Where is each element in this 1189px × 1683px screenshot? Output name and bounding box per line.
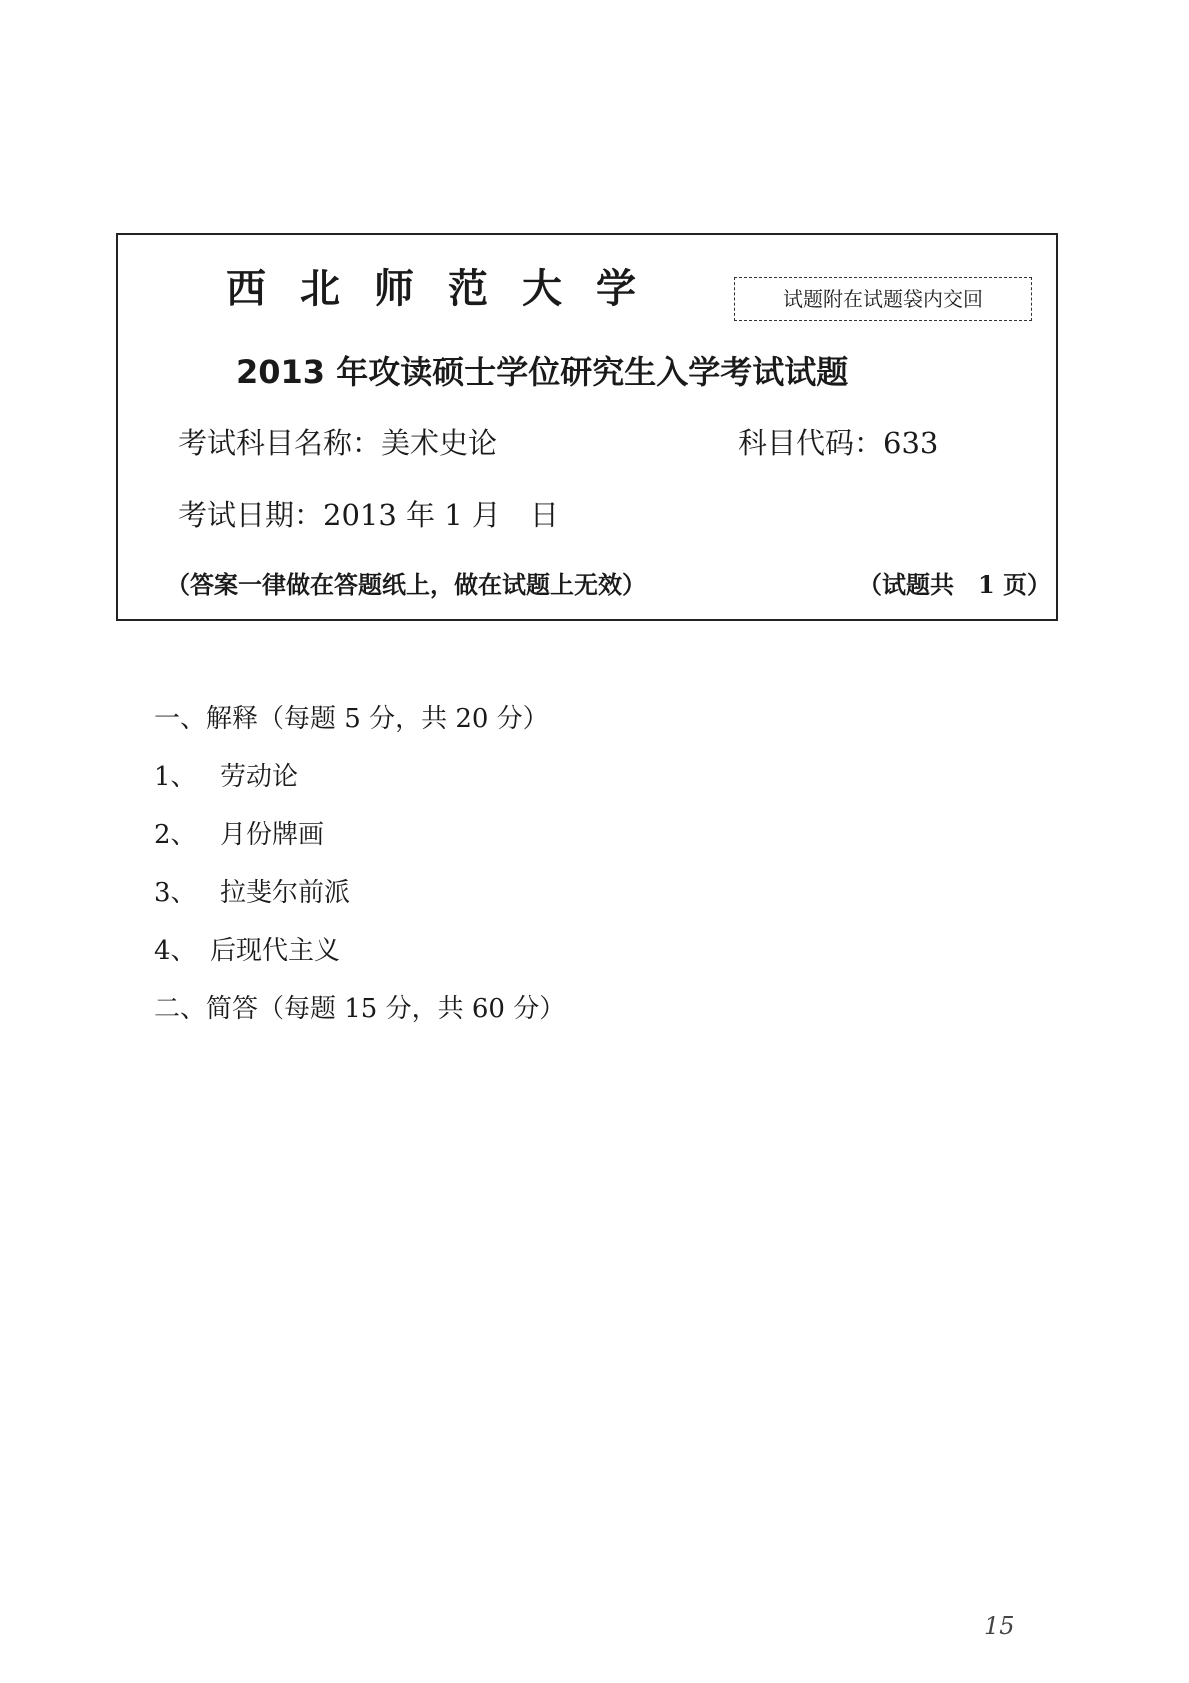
- question-number: 2、: [154, 820, 197, 850]
- answer-instruction: （答案一律做在答题纸上，做在试题上无效）: [166, 570, 646, 599]
- subject-label: 考试科目名称：: [178, 426, 382, 460]
- section-heading-2: 二、简答（每题 15 分，共 60 分）: [154, 994, 566, 1024]
- exam-header-box: [116, 233, 1058, 621]
- subject-row: [178, 421, 497, 462]
- return-notice: 试题附在试题袋内交回: [734, 277, 1032, 321]
- question-item: [154, 748, 1054, 806]
- question-number: 4、: [154, 936, 197, 966]
- subject-code-label: 科目代码：: [738, 426, 884, 460]
- section-heading-1: 一、解释（每题 5 分，共 20 分）: [154, 704, 549, 734]
- exam-date-row: [178, 493, 559, 534]
- question-item: [154, 864, 1054, 922]
- subject-code-value: 633: [883, 426, 939, 460]
- exam-date-value: 2013 年 1 月 日: [323, 498, 559, 532]
- question-text: 拉斐尔前派: [220, 878, 351, 908]
- exam-questions: [154, 690, 1054, 1038]
- question-number: 1、: [154, 762, 197, 792]
- question-item: [154, 922, 1054, 980]
- exam-date-label: 考试日期：: [178, 498, 324, 532]
- exam-title: 2013 年攻读硕士学位研究生入学考试试题: [236, 353, 849, 391]
- subject-code-row: [738, 421, 938, 462]
- subject-value: 美术史论: [381, 426, 498, 460]
- question-number: 3、: [154, 878, 197, 908]
- handwritten-page-mark: 15: [984, 1612, 1015, 1640]
- university-name: 西北师范大学: [226, 266, 670, 312]
- question-text: 月份牌画: [220, 820, 325, 850]
- question-text: 后现代主义: [210, 936, 341, 966]
- question-item: [154, 806, 1054, 864]
- question-text: 劳动论: [220, 762, 299, 792]
- page-count-note: （试题共 1 页）: [858, 570, 1052, 599]
